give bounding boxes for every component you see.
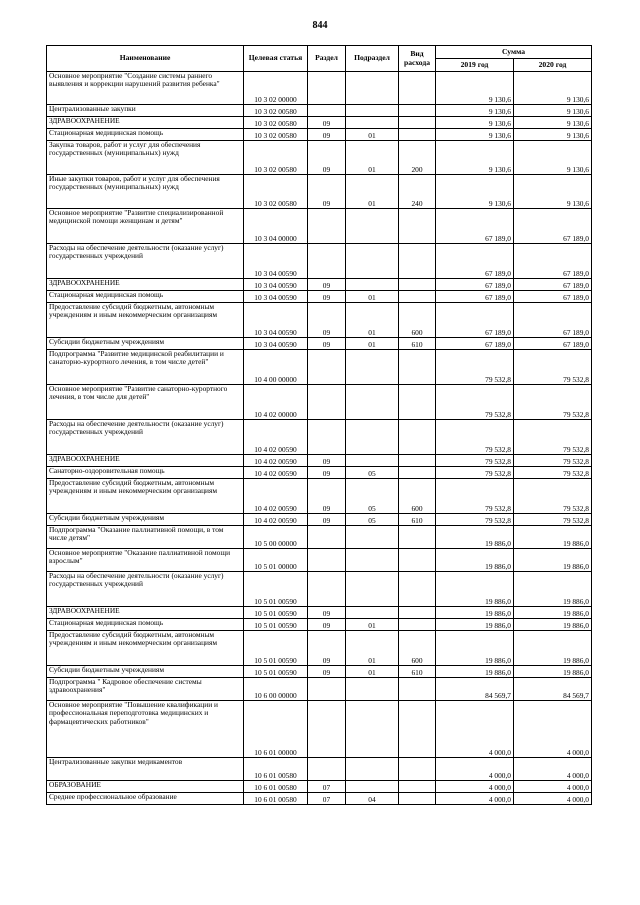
row-subsection [346, 244, 399, 279]
row-value-2020: 19 886,0 [514, 572, 592, 607]
row-section: 09 [308, 514, 346, 526]
row-subsection: 01 [346, 666, 399, 678]
row-value-2020: 67 189,0 [514, 279, 592, 291]
table-row [47, 303, 592, 338]
row-expense-type: 240 [399, 175, 436, 209]
row-expense-type [399, 467, 436, 479]
row-target-code: 10 4 02 00590 [244, 420, 308, 455]
row-subsection [346, 420, 399, 455]
row-expense-type [399, 129, 436, 141]
table-row [47, 420, 592, 455]
table-row [47, 549, 592, 572]
row-value-2020: 4 000,0 [514, 793, 592, 805]
row-section: 09 [308, 467, 346, 479]
row-name: Среднее профессиональное образование [47, 793, 244, 805]
row-section: 09 [308, 303, 346, 338]
row-target-code: 10 3 04 00590 [244, 244, 308, 279]
row-section [308, 209, 346, 244]
table-row [47, 526, 592, 549]
row-expense-type [399, 572, 436, 607]
row-value-2019: 67 189,0 [436, 291, 514, 303]
row-value-2020: 19 886,0 [514, 631, 592, 666]
row-value-2019: 4 000,0 [436, 793, 514, 805]
row-name: ЗДРАВООХРАНЕНИЕ [47, 117, 244, 129]
row-section [308, 758, 346, 781]
table-row [47, 701, 592, 758]
row-name: Стационарная медицинская помощь [47, 129, 244, 141]
row-subsection: 01 [346, 338, 399, 350]
row-target-code: 10 4 02 00590 [244, 455, 308, 467]
row-subsection [346, 209, 399, 244]
row-subsection [346, 572, 399, 607]
table-row [47, 209, 592, 244]
table-row [47, 619, 592, 631]
row-value-2020: 67 189,0 [514, 338, 592, 350]
row-expense-type [399, 350, 436, 385]
row-value-2019: 79 532,8 [436, 350, 514, 385]
row-name: Основное мероприятие "Создание системы раннего выявления и коррекции нарушений развития ребенка" [47, 72, 244, 105]
row-value-2019: 19 886,0 [436, 607, 514, 619]
row-value-2020: 19 886,0 [514, 526, 592, 549]
row-value-2019: 19 886,0 [436, 549, 514, 572]
header-target: Целевая статья [244, 46, 308, 72]
row-value-2019: 79 532,8 [436, 467, 514, 479]
row-section: 09 [308, 338, 346, 350]
row-value-2019: 67 189,0 [436, 303, 514, 338]
row-subsection: 01 [346, 631, 399, 666]
row-section [308, 572, 346, 607]
row-name: Централизованные закупки [47, 105, 244, 117]
row-value-2020: 19 886,0 [514, 607, 592, 619]
row-target-code: 10 5 01 00000 [244, 549, 308, 572]
row-expense-type [399, 607, 436, 619]
row-subsection [346, 607, 399, 619]
budget-table [46, 45, 592, 805]
row-target-code: 10 3 02 00580 [244, 117, 308, 129]
row-name: Расходы на обеспечение деятельности (оказание услуг) государственных учреждений [47, 572, 244, 607]
row-value-2019: 79 532,8 [436, 385, 514, 420]
row-value-2020: 19 886,0 [514, 549, 592, 572]
row-value-2019: 19 886,0 [436, 526, 514, 549]
row-subsection: 05 [346, 514, 399, 526]
row-name: Предоставление субсидий бюджетным, автономным учреждениям и иным некоммерческим организациям [47, 303, 244, 338]
row-target-code: 10 6 01 00000 [244, 701, 308, 758]
table-row [47, 631, 592, 666]
header-name: Наименование [47, 46, 244, 72]
header-year-2020: 2020 год [514, 59, 592, 72]
row-value-2019: 9 130,6 [436, 105, 514, 117]
row-subsection [346, 701, 399, 758]
row-section [308, 350, 346, 385]
row-section [308, 385, 346, 420]
row-value-2019: 79 532,8 [436, 479, 514, 514]
row-target-code: 10 5 01 00590 [244, 572, 308, 607]
row-target-code: 10 5 01 00590 [244, 607, 308, 619]
table-row [47, 72, 592, 105]
row-expense-type [399, 279, 436, 291]
row-target-code: 10 5 01 00590 [244, 619, 308, 631]
row-expense-type [399, 420, 436, 455]
row-expense-type [399, 455, 436, 467]
row-target-code: 10 3 02 00580 [244, 141, 308, 175]
row-subsection: 01 [346, 129, 399, 141]
row-subsection [346, 72, 399, 105]
table-body [47, 72, 592, 805]
row-section [308, 678, 346, 701]
row-target-code: 10 4 02 00590 [244, 514, 308, 526]
row-section [308, 105, 346, 117]
row-name: Подпрограмма "Развитие медицинской реабилитации и санаторно-курортного лечения, в том числе детей" [47, 350, 244, 385]
row-value-2020: 67 189,0 [514, 244, 592, 279]
row-target-code: 10 5 01 00590 [244, 666, 308, 678]
row-value-2020: 9 130,6 [514, 175, 592, 209]
row-value-2019: 4 000,0 [436, 758, 514, 781]
row-name: Предоставление субсидий бюджетным, автономным учреждениям и иным некоммерческим организациям [47, 631, 244, 666]
row-name: Расходы на обеспечение деятельности (оказание услуг) государственных учреждений [47, 244, 244, 279]
row-expense-type [399, 678, 436, 701]
row-section: 09 [308, 129, 346, 141]
row-value-2020: 19 886,0 [514, 619, 592, 631]
row-value-2019: 79 532,8 [436, 420, 514, 455]
row-value-2020: 79 532,8 [514, 385, 592, 420]
row-value-2020: 79 532,8 [514, 350, 592, 385]
row-name: Основное мероприятие "Повышение квалификации и профессиональная переподготовка медицинских и фармацевтических работников" [47, 701, 244, 758]
row-name: Расходы на обеспечение деятельности (оказание услуг) государственных учреждений [47, 420, 244, 455]
row-target-code: 10 3 04 00590 [244, 291, 308, 303]
row-name: Стационарная медицинская помощь [47, 291, 244, 303]
row-section [308, 420, 346, 455]
row-subsection: 05 [346, 467, 399, 479]
row-name: Субсидии бюджетным учреждениям [47, 666, 244, 678]
header-year-2019: 2019 год [436, 59, 514, 72]
row-name: Закупка товаров, работ и услуг для обеспечения государственных (муниципальных) нужд [47, 141, 244, 175]
row-value-2020: 67 189,0 [514, 291, 592, 303]
row-target-code: 10 6 01 00580 [244, 793, 308, 805]
row-name: Субсидии бюджетным учреждениям [47, 514, 244, 526]
table-row [47, 793, 592, 805]
row-subsection [346, 455, 399, 467]
page-number: 844 [312, 20, 328, 31]
row-expense-type [399, 291, 436, 303]
row-target-code: 10 3 04 00590 [244, 279, 308, 291]
row-section: 09 [308, 279, 346, 291]
row-expense-type [399, 701, 436, 758]
row-subsection: 01 [346, 619, 399, 631]
row-value-2020: 84 569,7 [514, 678, 592, 701]
row-value-2020: 9 130,6 [514, 129, 592, 141]
table-row [47, 244, 592, 279]
row-target-code: 10 5 00 00000 [244, 526, 308, 549]
row-section: 09 [308, 117, 346, 129]
row-expense-type [399, 549, 436, 572]
row-target-code: 10 6 01 00580 [244, 758, 308, 781]
table-row [47, 291, 592, 303]
row-expense-type: 600 [399, 631, 436, 666]
row-value-2019: 79 532,8 [436, 514, 514, 526]
row-section [308, 526, 346, 549]
row-name: ЗДРАВООХРАНЕНИЕ [47, 279, 244, 291]
row-target-code: 10 4 02 00000 [244, 385, 308, 420]
row-expense-type: 610 [399, 338, 436, 350]
row-expense-type [399, 758, 436, 781]
row-value-2019: 67 189,0 [436, 338, 514, 350]
header-subsection: Подраздел [346, 46, 399, 72]
row-value-2020: 9 130,6 [514, 141, 592, 175]
header-expense-type: Вид расхода [399, 46, 436, 72]
row-section: 09 [308, 479, 346, 514]
row-value-2020: 4 000,0 [514, 701, 592, 758]
row-expense-type [399, 105, 436, 117]
table-row [47, 385, 592, 420]
row-expense-type: 610 [399, 514, 436, 526]
row-value-2019: 9 130,6 [436, 175, 514, 209]
row-name: Основное мероприятие "Развитие специализированной медицинской помощи женщинам и детям" [47, 209, 244, 244]
row-value-2019: 4 000,0 [436, 701, 514, 758]
row-value-2019: 9 130,6 [436, 72, 514, 105]
row-subsection [346, 385, 399, 420]
row-subsection [346, 117, 399, 129]
row-name: Основное мероприятие "Оказание паллиативной помощи взрослым" [47, 549, 244, 572]
row-expense-type [399, 244, 436, 279]
row-target-code: 10 3 02 00580 [244, 175, 308, 209]
table-row [47, 781, 592, 793]
row-subsection [346, 279, 399, 291]
row-name: Предоставление субсидий бюджетным, автономным учреждениям и иным некоммерческим организациям [47, 479, 244, 514]
row-value-2020: 4 000,0 [514, 758, 592, 781]
row-value-2019: 19 886,0 [436, 619, 514, 631]
row-target-code: 10 3 04 00590 [244, 338, 308, 350]
row-name: Стационарная медицинская помощь [47, 619, 244, 631]
row-name: ЗДРАВООХРАНЕНИЕ [47, 607, 244, 619]
table-row [47, 467, 592, 479]
row-section: 09 [308, 631, 346, 666]
row-target-code: 10 3 02 00000 [244, 72, 308, 105]
row-value-2019: 4 000,0 [436, 781, 514, 793]
row-section: 07 [308, 793, 346, 805]
row-section: 09 [308, 619, 346, 631]
row-name: ЗДРАВООХРАНЕНИЕ [47, 455, 244, 467]
row-target-code: 10 3 04 00590 [244, 303, 308, 338]
row-subsection [346, 350, 399, 385]
row-value-2020: 79 532,8 [514, 514, 592, 526]
row-value-2019: 79 532,8 [436, 455, 514, 467]
row-name: ОБРАЗОВАНИЕ [47, 781, 244, 793]
row-value-2019: 67 189,0 [436, 209, 514, 244]
row-expense-type: 600 [399, 479, 436, 514]
table-row [47, 279, 592, 291]
table-row [47, 141, 592, 175]
table-row [47, 666, 592, 678]
row-value-2020: 79 532,8 [514, 420, 592, 455]
row-subsection [346, 781, 399, 793]
row-expense-type [399, 619, 436, 631]
row-section: 09 [308, 291, 346, 303]
row-subsection [346, 678, 399, 701]
row-value-2019: 9 130,6 [436, 117, 514, 129]
row-expense-type [399, 117, 436, 129]
row-value-2019: 19 886,0 [436, 631, 514, 666]
row-section [308, 244, 346, 279]
row-name: Подпрограмма "Оказание паллиативной помощи, в том числе детям" [47, 526, 244, 549]
row-section [308, 72, 346, 105]
row-value-2019: 9 130,6 [436, 141, 514, 175]
row-section: 09 [308, 455, 346, 467]
row-target-code: 10 4 00 00000 [244, 350, 308, 385]
table-row [47, 514, 592, 526]
table-row [47, 455, 592, 467]
row-section [308, 701, 346, 758]
table-row [47, 479, 592, 514]
row-target-code: 10 6 00 00000 [244, 678, 308, 701]
row-value-2020: 79 532,8 [514, 467, 592, 479]
row-expense-type [399, 793, 436, 805]
header-section: Раздел [308, 46, 346, 72]
row-expense-type: 610 [399, 666, 436, 678]
row-name: Санаторно-оздоровительная помощь [47, 467, 244, 479]
row-target-code: 10 3 02 00580 [244, 105, 308, 117]
row-subsection: 01 [346, 291, 399, 303]
row-target-code: 10 5 01 00590 [244, 631, 308, 666]
row-section: 09 [308, 607, 346, 619]
row-value-2020: 67 189,0 [514, 303, 592, 338]
row-section: 09 [308, 141, 346, 175]
row-section: 09 [308, 175, 346, 209]
header-sum: Сумма [436, 46, 592, 59]
table-row [47, 758, 592, 781]
row-subsection: 01 [346, 303, 399, 338]
row-name: Иные закупки товаров, работ и услуг для обеспечения государственных (муниципальных) нужд [47, 175, 244, 209]
row-expense-type [399, 72, 436, 105]
row-subsection: 05 [346, 479, 399, 514]
row-section [308, 549, 346, 572]
table-row [47, 175, 592, 209]
table-row [47, 105, 592, 117]
row-subsection [346, 105, 399, 117]
table-row [47, 607, 592, 619]
row-target-code: 10 4 02 00590 [244, 479, 308, 514]
row-target-code: 10 6 01 00580 [244, 781, 308, 793]
row-expense-type [399, 209, 436, 244]
row-subsection: 01 [346, 175, 399, 209]
row-value-2020: 79 532,8 [514, 455, 592, 467]
row-expense-type [399, 781, 436, 793]
row-target-code: 10 3 02 00580 [244, 129, 308, 141]
row-expense-type [399, 526, 436, 549]
row-value-2020: 9 130,6 [514, 117, 592, 129]
row-section: 09 [308, 666, 346, 678]
row-value-2019: 9 130,6 [436, 129, 514, 141]
row-subsection [346, 549, 399, 572]
row-value-2019: 67 189,0 [436, 279, 514, 291]
row-section: 07 [308, 781, 346, 793]
table-row [47, 129, 592, 141]
row-expense-type: 600 [399, 303, 436, 338]
table-row [47, 678, 592, 701]
row-expense-type: 200 [399, 141, 436, 175]
row-value-2020: 19 886,0 [514, 666, 592, 678]
row-name: Подпрограмма " Кадровое обеспечение системы здравоохранения" [47, 678, 244, 701]
table-row [47, 117, 592, 129]
row-value-2020: 79 532,8 [514, 479, 592, 514]
table-row [47, 350, 592, 385]
row-value-2020: 9 130,6 [514, 105, 592, 117]
row-name: Основное мероприятие "Развитие санаторно-курортного лечения, в том числе для детей" [47, 385, 244, 420]
row-name: Централизованные закупки медикаментов [47, 758, 244, 781]
row-value-2019: 67 189,0 [436, 244, 514, 279]
row-value-2020: 4 000,0 [514, 781, 592, 793]
table-row [47, 338, 592, 350]
row-subsection [346, 758, 399, 781]
row-value-2020: 9 130,6 [514, 72, 592, 105]
row-value-2020: 67 189,0 [514, 209, 592, 244]
row-name: Субсидии бюджетным учреждениям [47, 338, 244, 350]
row-value-2019: 19 886,0 [436, 666, 514, 678]
row-subsection: 04 [346, 793, 399, 805]
row-expense-type [399, 385, 436, 420]
row-value-2019: 19 886,0 [436, 572, 514, 607]
row-value-2019: 84 569,7 [436, 678, 514, 701]
row-subsection: 01 [346, 141, 399, 175]
row-target-code: 10 3 04 00000 [244, 209, 308, 244]
row-subsection [346, 526, 399, 549]
table-row [47, 572, 592, 607]
row-target-code: 10 4 02 00590 [244, 467, 308, 479]
